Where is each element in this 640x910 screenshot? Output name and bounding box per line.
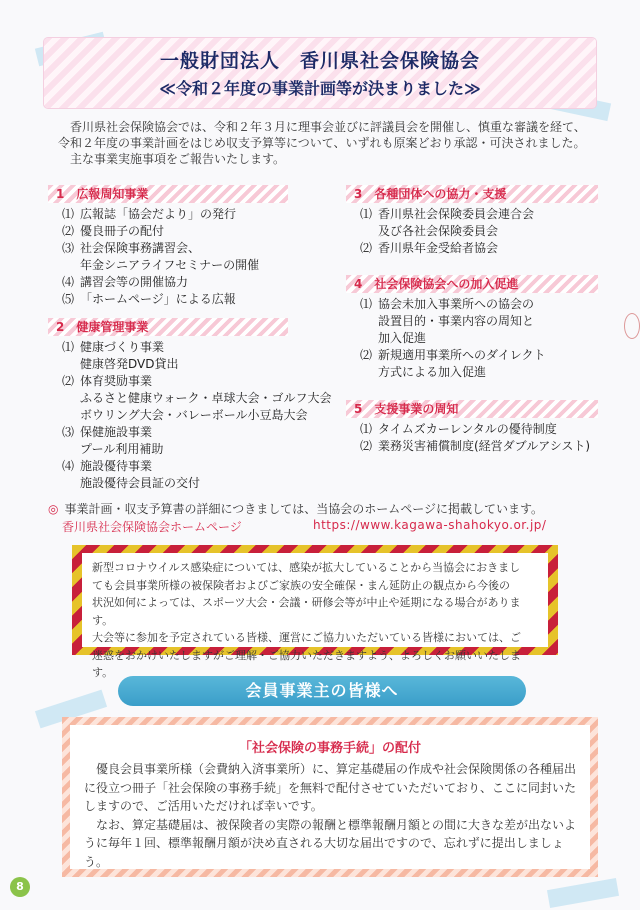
- item-text: 協会未加入事業所への協会の 設置目的・事業内容の周知と 加入促進: [378, 297, 535, 345]
- list-item: [62, 291, 312, 308]
- section-items-support: [360, 421, 620, 455]
- item-text: 新規適用事業所へのダイレクト 方式による加入促進: [378, 348, 546, 379]
- intro-line: 主な事業実施事項をご報告いたします。: [70, 152, 286, 166]
- intro-line: 香川県社会保険協会では、令和２年３月に理事会並びに評議員会を開催し、慎重な審議を経て、: [70, 120, 586, 134]
- item-text: 業務災害補償制度(経営ダブルアシスト): [378, 439, 591, 453]
- booklet-paragraph: 優良会員事業所様（会費納入済事業所）に、算定基礎届の作成や社会保険関係の各種届出に役立つ冊子「社会保険の事務手続」を無料で配付させていただいており、ここに同封いたしますので、ご活用いただければ幸いです。: [84, 762, 577, 813]
- item-text: 保健施設事業 プール利用補助: [80, 425, 164, 456]
- section-items-pr: [62, 206, 312, 308]
- list-item: [360, 347, 600, 381]
- item-text: 健康づくり事業 健康啓発DVD貸出: [80, 340, 179, 371]
- homepage-link[interactable]: 香川県社会保険協会ホームページ: [62, 520, 242, 534]
- page-title: 一般財団法人 香川県社会保険協会: [159, 50, 480, 72]
- covid-notice: [72, 545, 558, 679]
- list-item: [62, 206, 312, 223]
- section-heading-pr: 1 広報周知事業: [48, 185, 288, 203]
- section-heading-membership: 4 社会保険協会への加入促進: [346, 275, 598, 293]
- notice-body: [82, 553, 548, 679]
- item-number: ⑵: [360, 348, 373, 362]
- title-banner: [44, 38, 596, 108]
- homepage-url[interactable]: https://www.kagawa-shahokyo.or.jp/: [313, 518, 547, 532]
- item-text: 香川県年金受給者協会: [378, 241, 499, 255]
- section-heading-support: 5 支援事業の周知: [346, 400, 598, 418]
- notice-line: 状況如何によっては、スポーツ大会・会議・研修会等が中止や延期になる場合があります。: [92, 596, 521, 627]
- section-items-health: [62, 339, 332, 492]
- booklet-box: [62, 717, 598, 877]
- notice-line: 迷惑をおかけいたしますがご理解・ご協力いただきますよう、よろしくお願いいたします。: [92, 648, 521, 679]
- item-number: ⑵: [360, 439, 373, 453]
- list-item: [62, 274, 312, 291]
- list-item: [62, 240, 312, 274]
- item-text: 施設優待事業 施設優待会員証の交付: [80, 459, 201, 490]
- item-number: ⑴: [360, 297, 373, 311]
- item-text: 優良冊子の配付: [80, 224, 165, 238]
- item-text: 社会保険事務講習会、 年金シニアライフセミナーの開催: [80, 241, 260, 272]
- item-number: ⑸: [62, 292, 75, 306]
- list-item: [360, 421, 620, 438]
- item-number: ⑷: [62, 275, 75, 289]
- intro-text: [58, 119, 610, 167]
- section-items-membership: [360, 296, 600, 381]
- section-items-cooperation: [360, 206, 600, 257]
- list-item: [360, 206, 600, 240]
- item-number: ⑶: [62, 241, 75, 255]
- list-item: [62, 424, 332, 458]
- list-item: [360, 438, 620, 455]
- booklet-title: 「社会保険の事務手続」の配付: [238, 741, 421, 756]
- item-text: 「ホームページ」による広報: [80, 292, 236, 306]
- list-item: [360, 296, 600, 347]
- item-number: ⑴: [62, 340, 75, 354]
- item-text: 広報誌「協会だより」の発行: [80, 207, 237, 221]
- item-number: ⑵: [62, 374, 75, 388]
- intro-line: 令和２年度の事業計画をはじめ収支予算等について、いずれも原案どおり承認・可決されました。: [58, 136, 586, 150]
- booklet-paragraph: なお、算定基礎届は、被保険者の実際の報酬と標準報酬月額との間に大きな差が出ないように毎年１回、標準報酬月額が決め直される大切な届出ですので、忘れずに提出しましょう。: [84, 817, 577, 869]
- list-item: [62, 458, 332, 492]
- item-number: ⑵: [360, 241, 373, 255]
- list-item: [360, 240, 600, 257]
- item-number: ⑴: [360, 207, 373, 221]
- homepage-note: [48, 500, 543, 517]
- section-heading-cooperation: 3 各種団体への協力・支援: [346, 185, 598, 203]
- item-number: ⑴: [62, 207, 75, 221]
- notice-line: 大会等に参加を予定されている皆様、運営にご協力いただいている皆様においては、ご: [92, 631, 521, 644]
- decorative-tape: [547, 878, 619, 908]
- homepage-note-text: 事業計画・収支予算書の詳細につきましては、当協会のホームページに掲載しています。: [64, 502, 544, 516]
- item-text: 講習会等の開催協力: [80, 275, 189, 289]
- item-number: ⑷: [62, 459, 75, 473]
- binder-hole: [624, 313, 640, 339]
- booklet-box-inner: [70, 725, 590, 869]
- list-item: [62, 339, 332, 373]
- page-number: 8: [10, 877, 30, 897]
- item-number: ⑵: [62, 224, 75, 238]
- booklet-body: [84, 760, 582, 871]
- item-number: ⑴: [360, 422, 373, 436]
- list-item: [62, 223, 312, 240]
- item-text: 体育奨励事業 ふるさと健康ウォーク・卓球大会・ゴルフ大会 ボウリング大会・バレーボール小豆島大会: [80, 374, 332, 422]
- section-heading-health: 2 健康管理事業: [48, 318, 288, 336]
- double-circle-icon: ◎: [48, 502, 59, 516]
- notice-line: 新型コロナウイルス感染症については、感染が拡大していることから当協会におきまし: [92, 561, 521, 574]
- member-banner: 会員事業主の皆様へ: [118, 676, 526, 706]
- notice-line: ても会員事業所様の被保険者およびご家族の安全確保・まん延防止の観点から今後の: [92, 578, 510, 592]
- item-number: ⑶: [62, 425, 75, 439]
- item-text: タイムズカーレンタルの優待制度: [378, 422, 557, 436]
- item-text: 香川県社会保険委員会連合会 及び各社会保険委員会: [378, 207, 535, 238]
- list-item: [62, 373, 332, 424]
- page-subtitle: ≪令和２年度の事業計画等が決まりました≫: [159, 79, 481, 98]
